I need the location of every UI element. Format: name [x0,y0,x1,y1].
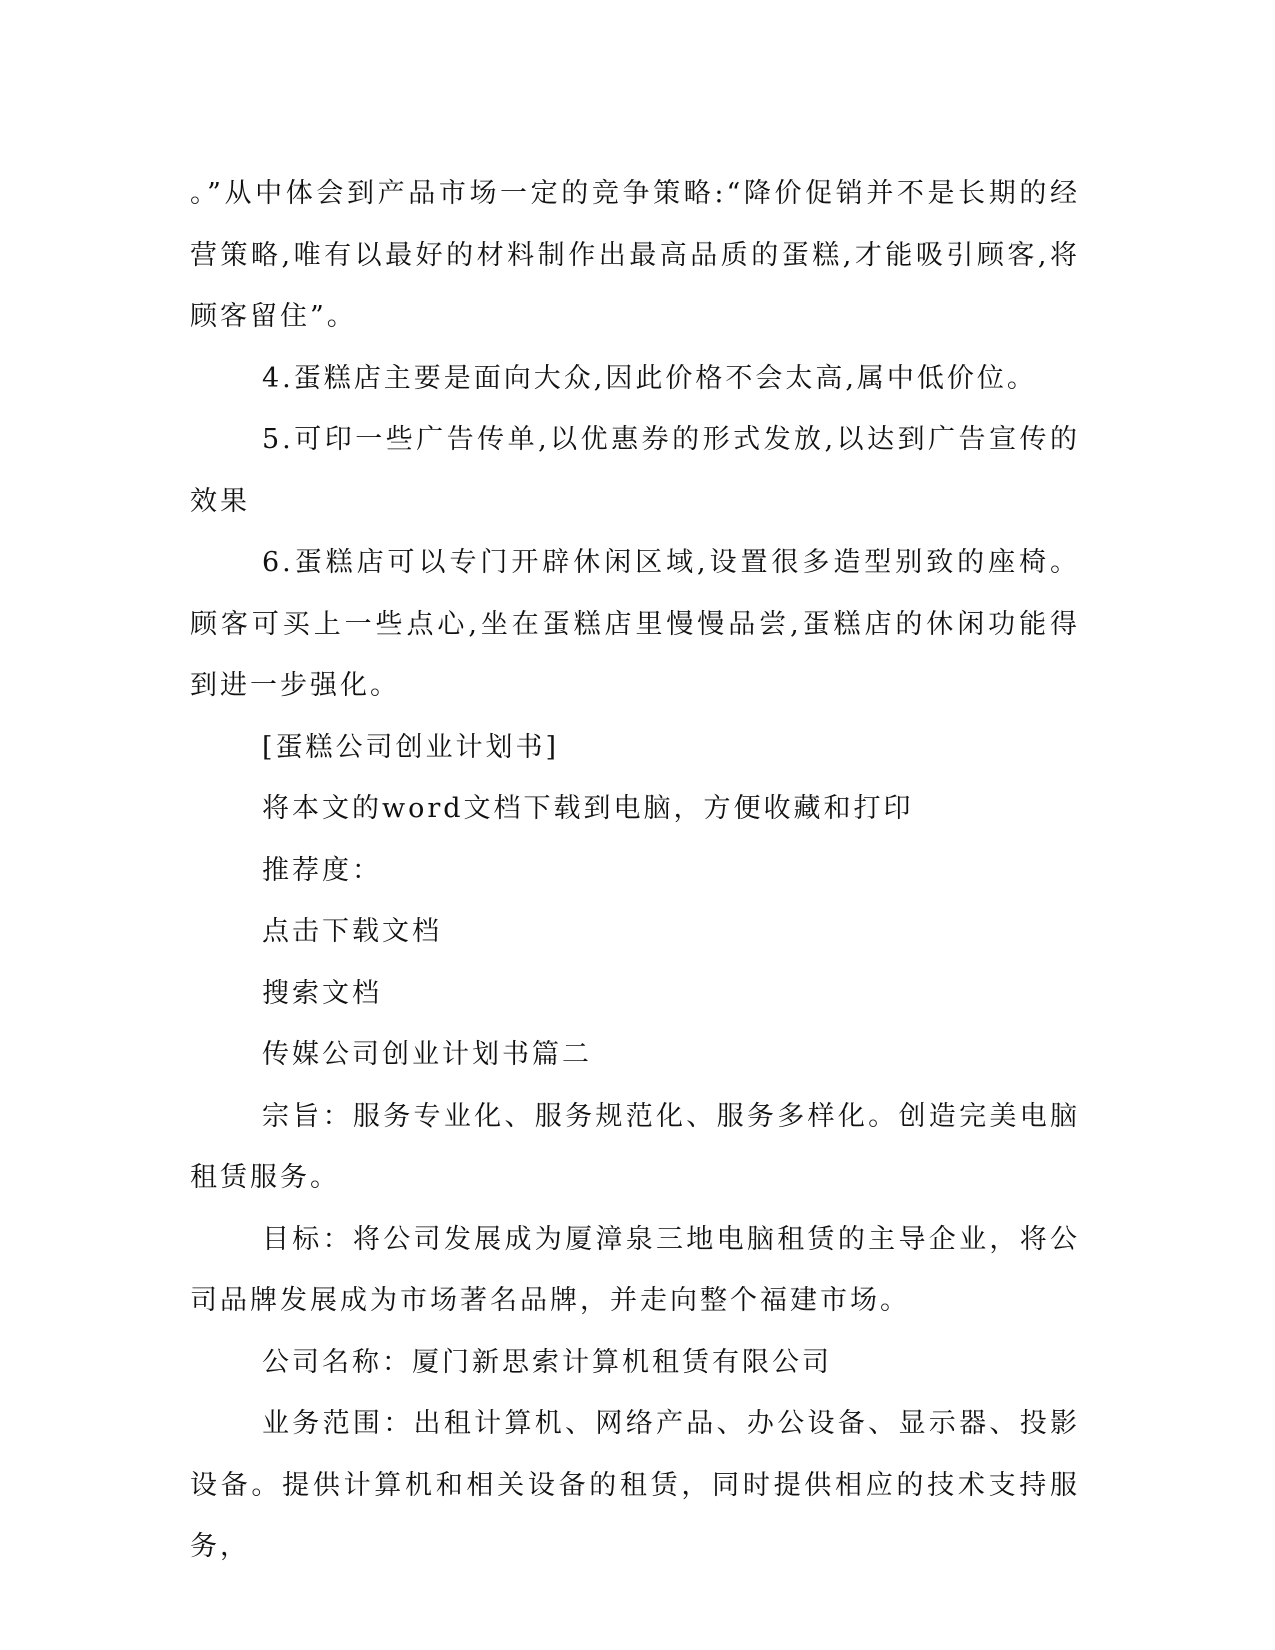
document-body [190,163,1080,1578]
paragraph-company-name: 公司名称：厦门新思索计算机租赁有限公司 [262,1346,832,1378]
paragraph-goal: 目标：将公司发展成为厦漳泉三地电脑租赁的主导企业，将公司品牌发展成为市场著名品牌，并走向整个福建市场。 [190,1223,1080,1316]
paragraph-item-5: 5.可印一些广告传单,以优惠券的形式发放,以达到广告宣传的效果 [190,424,1080,517]
search-document-link[interactable]: 搜索文档 [262,977,382,1009]
paragraph-item-4: 4.蛋糕店主要是面向大众,因此价格不会太高,属中低价位。 [262,362,1037,394]
download-document-link[interactable]: 点击下载文档 [262,916,442,947]
recommendation-label: 推荐度： [262,854,382,886]
paragraph-continuation: 。”从中体会到产品市场一定的竞争策略:“降价促销并不是长期的经营策略,唯有以最好的材料制作出最高品质的蛋糕,才能吸引顾客,将顾客留住”。 [190,178,1080,332]
paragraph-item-6: 6.蛋糕店可以专门开辟休闲区域,设置很多造型别致的座椅。顾客可买上一些点心,坐在蛋糕店里慢慢品尝,蛋糕店的休闲功能得到进一步强化。 [190,547,1080,701]
section-heading: 传媒公司创业计划书篇二 [262,1039,592,1070]
document-title-reference: [蛋糕公司创业计划书] [262,731,560,763]
paragraph-business-scope: 业务范围：出租计算机、网络产品、办公设备、显示器、投影设备。提供计算机和相关设备的租赁，同时提供相应的技术支持服务， [190,1408,1080,1562]
paragraph-purpose: 宗旨：服务专业化、服务规范化、服务多样化。创造完美电脑租赁服务。 [190,1100,1080,1193]
download-prompt-text: 将本文的word文档下载到电脑，方便收藏和打印 [262,793,914,824]
